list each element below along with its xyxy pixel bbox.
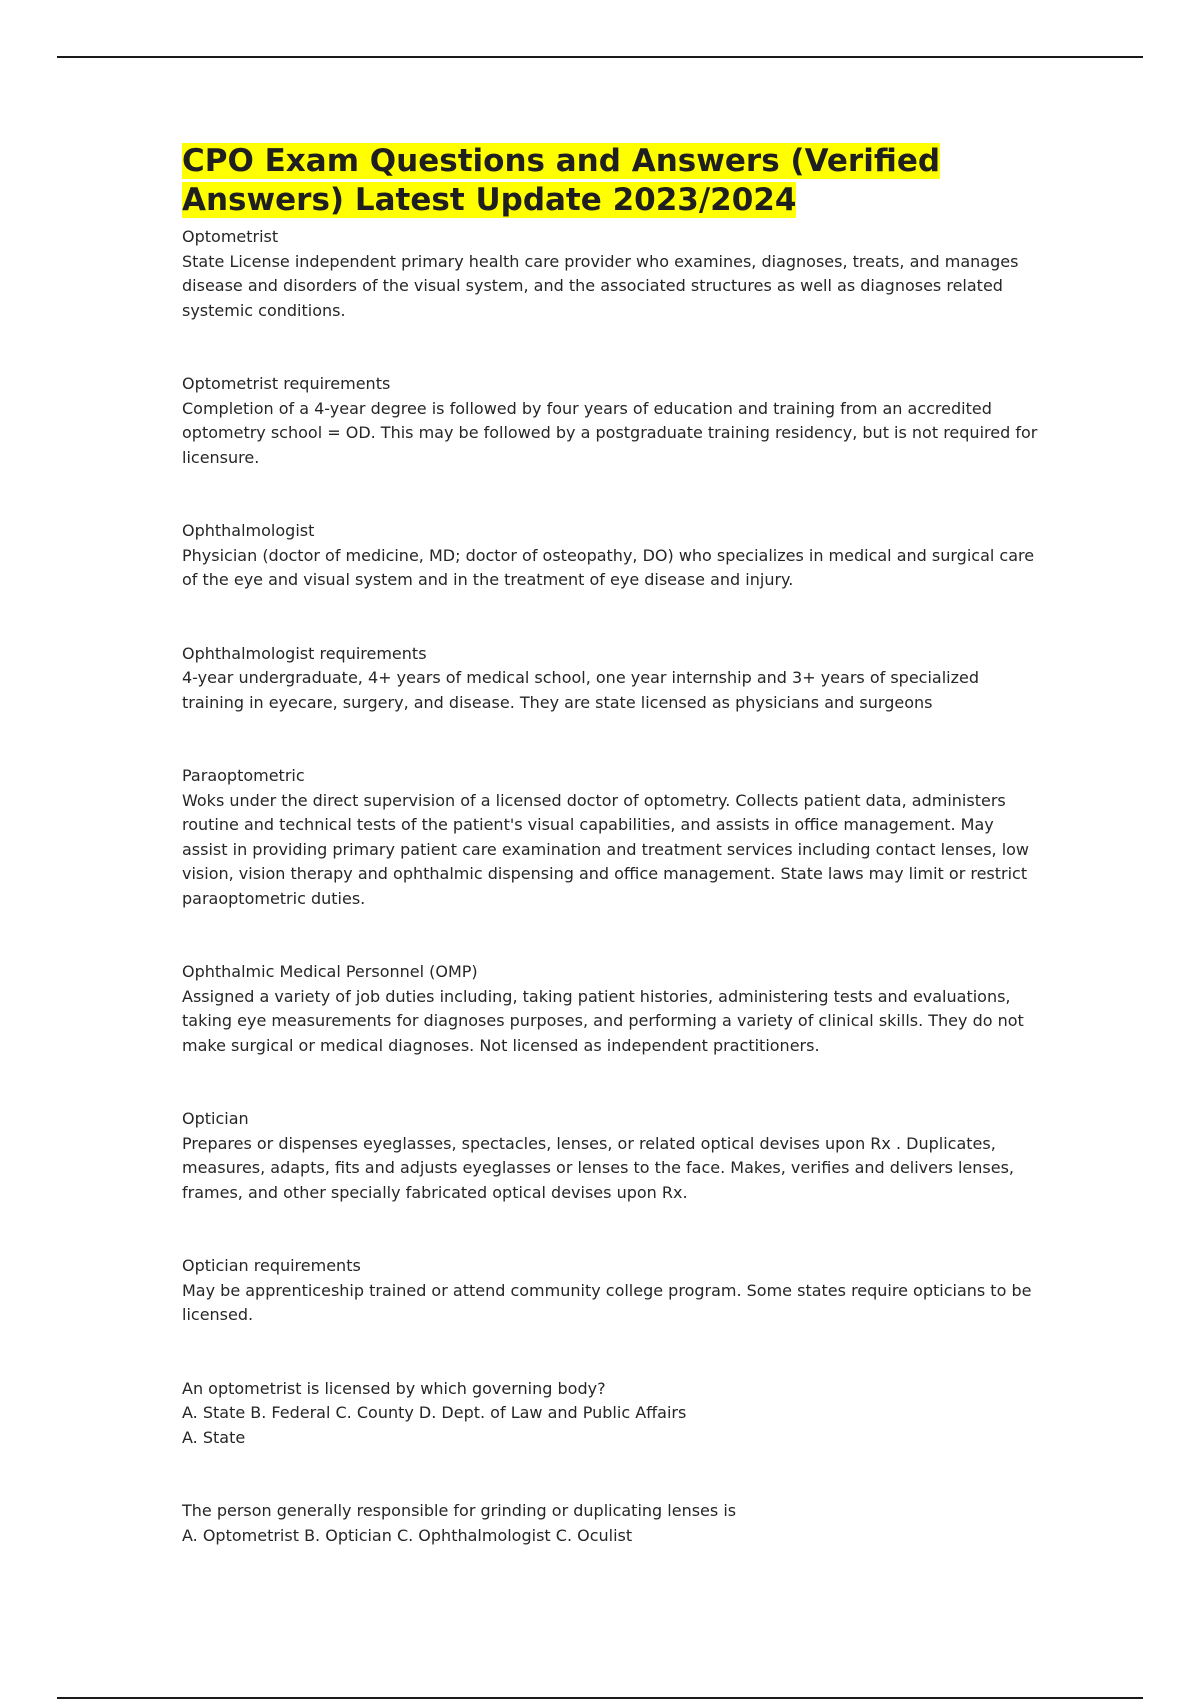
entry-ophthalmologist [182, 519, 1042, 593]
entry-definition: State License independent primary health care provider who examines, diagnoses, treats, and manages disease and disorders of the visual system, and the associated structures as well as diagnoses related systemic conditions. [182, 251, 1019, 320]
entry-definition: Physician (doctor of medicine, MD; doctor of osteopathy, DO) who specializes in medical and surgical care of the eye and visual system and in the treatment of eye disease and injury. [182, 545, 1035, 589]
question-answer: A. State [182, 1427, 246, 1447]
title-highlight: CPO Exam Questions and Answers (Verified Answers) Latest Update 2023/2024 [182, 143, 941, 218]
entry-term: Paraoptometric [182, 766, 305, 785]
document-body [182, 142, 1042, 1548]
question-options: A. State B. Federal C. County D. Dept. of Law and Public Affairs [182, 1403, 687, 1422]
entry-definition: Completion of a 4-year degree is followed by four years of education and training from an accredited optometry school = OD. This may be followed by a postgraduate training residency, but is not required for licensure. [182, 398, 1038, 467]
question-text: The person generally responsible for grinding or duplicating lenses is [182, 1501, 737, 1520]
entry-term: Ophthalmologist requirements [182, 643, 427, 663]
entry-term: Ophthalmologist [182, 521, 315, 540]
entry-question-licensing [182, 1377, 1042, 1451]
entry-optician-requirements [182, 1254, 1042, 1328]
entry-definition: Woks under the direct supervision of a licensed doctor of optometry. Collects patient data, administers routine and technical tests of the patient's visual capabilities, and assists in office management. May assist in providing primary patient care examination and treatment services including contact lenses, low vision, vision therapy and ophthalmic dispensing and office management. State laws may limit or restrict paraoptometric duties. [182, 790, 1030, 908]
entry-definition: Assigned a variety of job duties including, taking patient histories, administering tests and evaluations, taking eye measurements for diagnoses purposes, and performing a variety of clinical skills. They do not make surgical or medical diagnoses. Not licensed as independent practitioners. [182, 986, 1024, 1055]
entry-definition: May be apprenticeship trained or attend community college program. Some states require opticians to be licensed. [182, 1280, 1032, 1324]
entry-optometrist [182, 225, 1042, 323]
entry-term: Optometrist [182, 227, 279, 246]
entry-omp [182, 960, 1042, 1058]
footer-rule [57, 1697, 1143, 1699]
entry-definition: Prepares or dispenses eyeglasses, spectacles, lenses, or related optical devises upon Rx . Duplicates, measures, adapts, fits and adjusts eyeglasses or lenses to the face. Makes, verifies and delivers lenses, frames, and other specially fabricated optical devises upon Rx. [182, 1133, 1015, 1202]
question-options: A. Optometrist B. Optician C. Ophthalmologist C. Oculist [182, 1525, 633, 1545]
document-title [182, 142, 1042, 220]
entry-optometrist-requirements [182, 372, 1042, 470]
question-text: An optometrist is licensed by which governing body? [182, 1378, 606, 1398]
header-rule [57, 56, 1143, 58]
entry-term: Optician requirements [182, 1256, 361, 1275]
entry-paraoptometric [182, 764, 1042, 911]
entry-question-grinding [182, 1499, 1042, 1548]
entry-term: Ophthalmic Medical Personnel (OMP) [182, 962, 478, 981]
entry-term: Optometrist requirements [182, 374, 391, 393]
entry-optician [182, 1107, 1042, 1205]
entry-term: Optician [182, 1109, 249, 1128]
entry-definition: 4-year undergraduate, 4+ years of medical school, one year internship and 3+ years of specialized training in eyecare, surgery, and disease. They are state licensed as physicians and surgeons [182, 668, 979, 712]
entry-ophthalmologist-requirements [182, 642, 1042, 716]
